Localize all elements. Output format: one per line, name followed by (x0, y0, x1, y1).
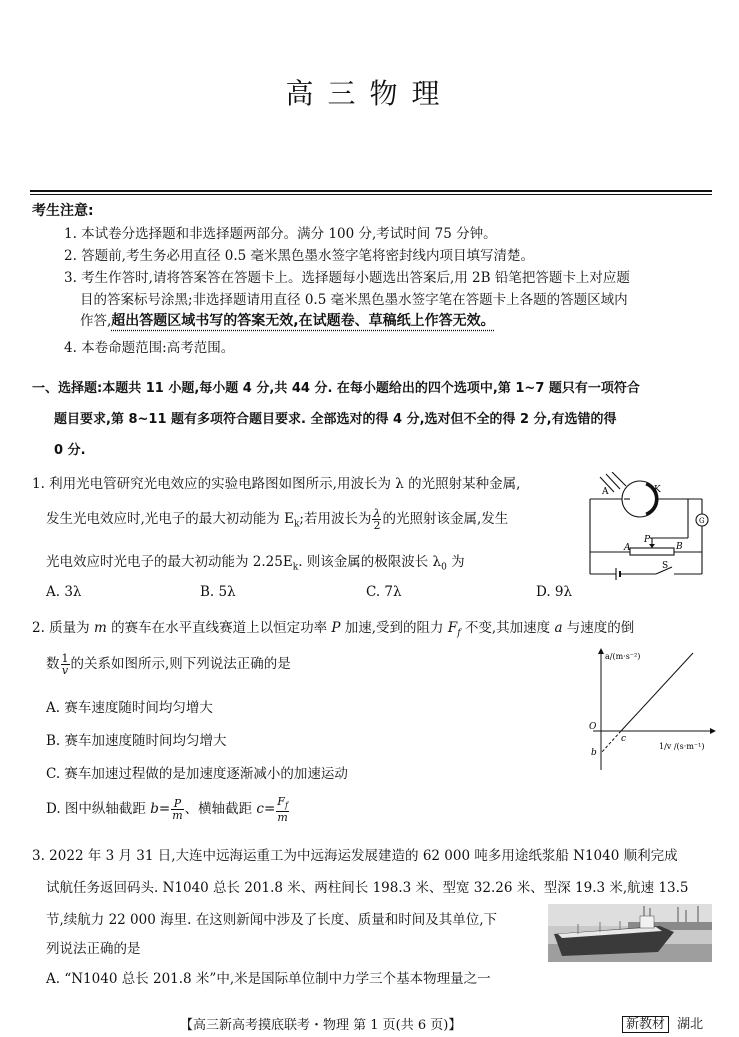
divider (30, 194, 712, 195)
option-d: D. 9λ (536, 584, 573, 600)
edition-badge: 新教材 (622, 1016, 669, 1033)
option-c: C. 赛车加速过程做的是加速度逐渐减小的加速运动 (46, 766, 348, 782)
question-text: 2. 质量为 m 的赛车在水平直线赛道上以恒定功率 P 加速,受到的阻力 $F_f$ 不变,其加速度 a 与速度的倒 (32, 620, 635, 639)
notice-item: 作答, (80, 313, 112, 329)
label-p: P (644, 535, 651, 545)
question-text: 1. 利用光电管研究光电效应的实验电路图如图所示,用波长为 λ 的光照射某种金属, (32, 476, 521, 492)
option-b: B. 5λ (200, 584, 236, 600)
circuit-diagram (580, 472, 720, 582)
notice-item: 2. 答题前,考生务必用直径 0.5 毫米黑色墨水签字笔将密封线内项目填写清楚。 (64, 248, 535, 264)
question-text: 光电效应时光电子的最大初动能为 $2.25E_k$. 则该金属的极限波长 $\lambda_0$ 为 (46, 554, 465, 573)
question-text: 节,续航力 22 000 海里. 在这则新闻中涉及了长度、质量和时间及其单位,下 (46, 912, 497, 928)
label-a-bottom: A (624, 543, 631, 553)
section-heading: 一、选择题:本题共 11 小题,每小题 4 分,共 44 分. 在每小题给出的四个选项中,第 1~7 题只有一项符合 (32, 381, 640, 396)
section-heading: 题目要求,第 8~11 题有多项符合题目要求. 全部选对的得 4 分,选对但不全的得 2 分,有选错的得 (54, 412, 617, 427)
fraction: $\frac{\lambda}{2}$ (373, 507, 381, 532)
question-text: 3. 2022 年 3 月 31 日,大连中远海运重工为中远海运发展建造的 62 000 吨多用途纸浆船 N1040 顺利完成 (32, 848, 678, 864)
divider (30, 190, 712, 192)
notice-item: 4. 本卷命题范围:高考范围。 (64, 340, 235, 356)
section-heading: 0 分. (54, 443, 86, 458)
option-d: D. 图中纵轴截距 b= $\frac{P}{m}$ 、横轴截距 c= $\frac{F_f}{m}$ (46, 795, 288, 825)
acceleration-graph (585, 645, 720, 775)
graph-line (621, 653, 693, 731)
question-text: 发生光电效应时,光电子的最大初动能为 $E_k$;若用波长为 $\frac{\lambda}{2}$ 的光照射该金属,发生 (46, 507, 509, 532)
notice-item: 3. 考生作答时,请将答案答在答题卡上。选择题每小题选出答案后,用 2B 铅笔把答题卡上对应题 (64, 270, 630, 286)
footer-text: 【高三新高考摸底联考・物理 第 1 页(共 6 页)】 (180, 1018, 462, 1033)
y-intercept-label: b (591, 748, 597, 758)
notice-item: 1. 本试卷分选择题和非选择题两部分。满分 100 分,考试时间 75 分钟。 (64, 226, 497, 242)
option-a: A. “N1040 总长 201.8 米”中,米是国际单位制中力学三个基本物理量之一 (46, 971, 491, 987)
label-a: A (602, 487, 609, 497)
option-a: A. 3λ (46, 584, 82, 600)
y-axis-label: a/(m·s⁻²) (605, 652, 641, 661)
ship-photo (548, 904, 712, 962)
option-a: A. 赛车速度随时间均匀增大 (46, 700, 213, 716)
graph-line-extension (601, 731, 621, 753)
page-title: 高三物理 (285, 77, 454, 110)
label-s: S (662, 561, 669, 571)
label-k: K (654, 485, 661, 495)
label-b: B (676, 542, 683, 552)
question-text: 试航任务返回码头. N1040 总长 201.8 米、两柱间长 198.3 米、型宽 32.26 米、型深 19.3 米,航速 13.5 (46, 880, 689, 896)
fraction: $\frac{1}{v}$ (61, 652, 69, 677)
region-label: 湖北 (677, 1017, 704, 1032)
option-b: B. 赛车加速度随时间均匀增大 (46, 733, 227, 749)
x-intercept-label: c (621, 734, 627, 744)
origin-label: O (589, 722, 597, 732)
notice-emphasis: 超出答题区域书写的答案无效,在试题卷、草稿纸上作答无效。 (111, 313, 495, 329)
option-c: C. 7λ (366, 584, 402, 600)
galvanometer-label: G (699, 517, 705, 525)
x-axis-label: 1/v /(s·m⁻¹) (659, 742, 705, 751)
question-text: 列说法正确的是 (46, 941, 141, 957)
notice-heading: 考生注意: (32, 203, 94, 219)
question-text: 数 $\frac{1}{v}$ 的关系如图所示,则下列说法正确的是 (46, 652, 291, 677)
footer-badge (622, 1013, 703, 1032)
notice-item: 目的答案标号涂黑;非选择题请用直径 0.5 毫米黑色墨水签字笔在答题卡上各题的答题区域内 (80, 292, 628, 308)
